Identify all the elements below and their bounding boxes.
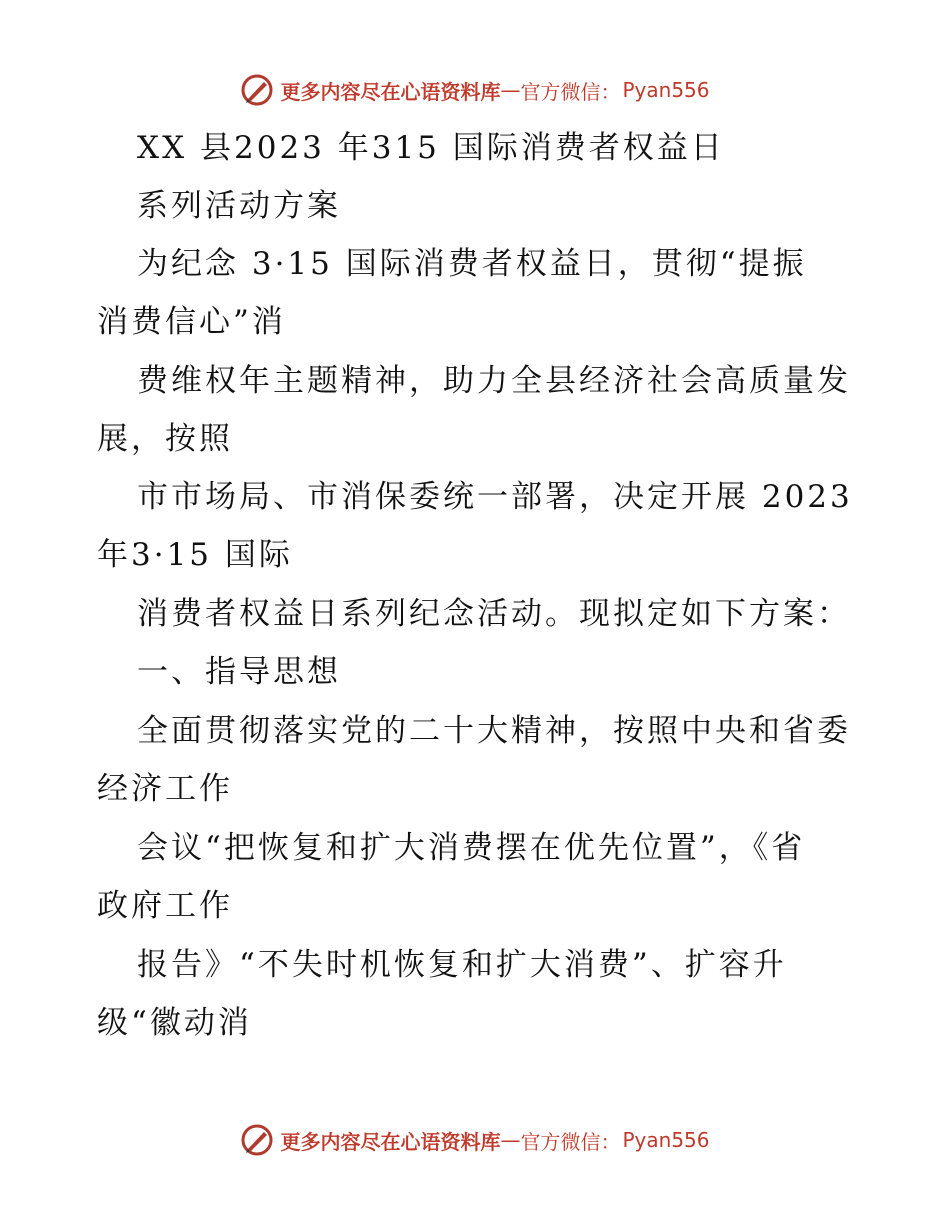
header-watermark [0, 70, 950, 110]
watermark-contact-id: Pyan556 [622, 1128, 710, 1152]
paragraph-line: 市市场局、市消保委统一部署，决定开展 2023 [137, 479, 853, 515]
document-title-line-1: XX 县2023 年315 国际消费者权益日 [137, 130, 725, 166]
watermark-contact-id: Pyan556 [622, 78, 710, 102]
paragraph-line: 级“徽动消 [97, 1005, 252, 1041]
paragraph-line: 消费者权益日系列纪念活动。现拟定如下方案： [137, 596, 851, 632]
watermark-contact-label: 官方微信： [520, 1129, 621, 1154]
section-heading: 一、指导思想 [137, 654, 341, 690]
watermark-main-text: 更多内容尽在心语资料库 [280, 79, 501, 104]
paragraph-line: 政府工作 [97, 888, 233, 924]
paragraph-line: 为纪念 3·15 国际消费者权益日，贯彻“提振 [137, 246, 807, 282]
footer-watermark [0, 1120, 950, 1160]
paragraph-line: 年3·15 国际 [97, 537, 293, 573]
watermark-main-text: 更多内容尽在心语资料库 [280, 1129, 501, 1154]
pen-logo-icon [240, 1123, 274, 1157]
paragraph-line: 会议“把恢复和扩大消费摆在优先位置”，《省 [137, 830, 806, 866]
watermark-dash: — [500, 78, 521, 102]
paragraph-line: 报告》“不失时机恢复和扩大消费”、扩容升 [137, 947, 787, 983]
document-title-line-2: 系列活动方案 [137, 188, 341, 224]
paragraph-line: 经济工作 [97, 771, 233, 807]
watermark-contact-label: 官方微信： [520, 79, 621, 104]
paragraph-line: 消费信心”消 [97, 304, 286, 340]
paragraph-line: 展，按照 [97, 421, 233, 457]
pen-logo-icon [240, 73, 274, 107]
watermark-dash: — [500, 1128, 521, 1152]
paragraph-line: 全面贯彻落实党的二十大精神，按照中央和省委 [137, 713, 851, 749]
paragraph-line: 费维权年主题精神，助力全县经济社会高质量发 [137, 363, 851, 399]
